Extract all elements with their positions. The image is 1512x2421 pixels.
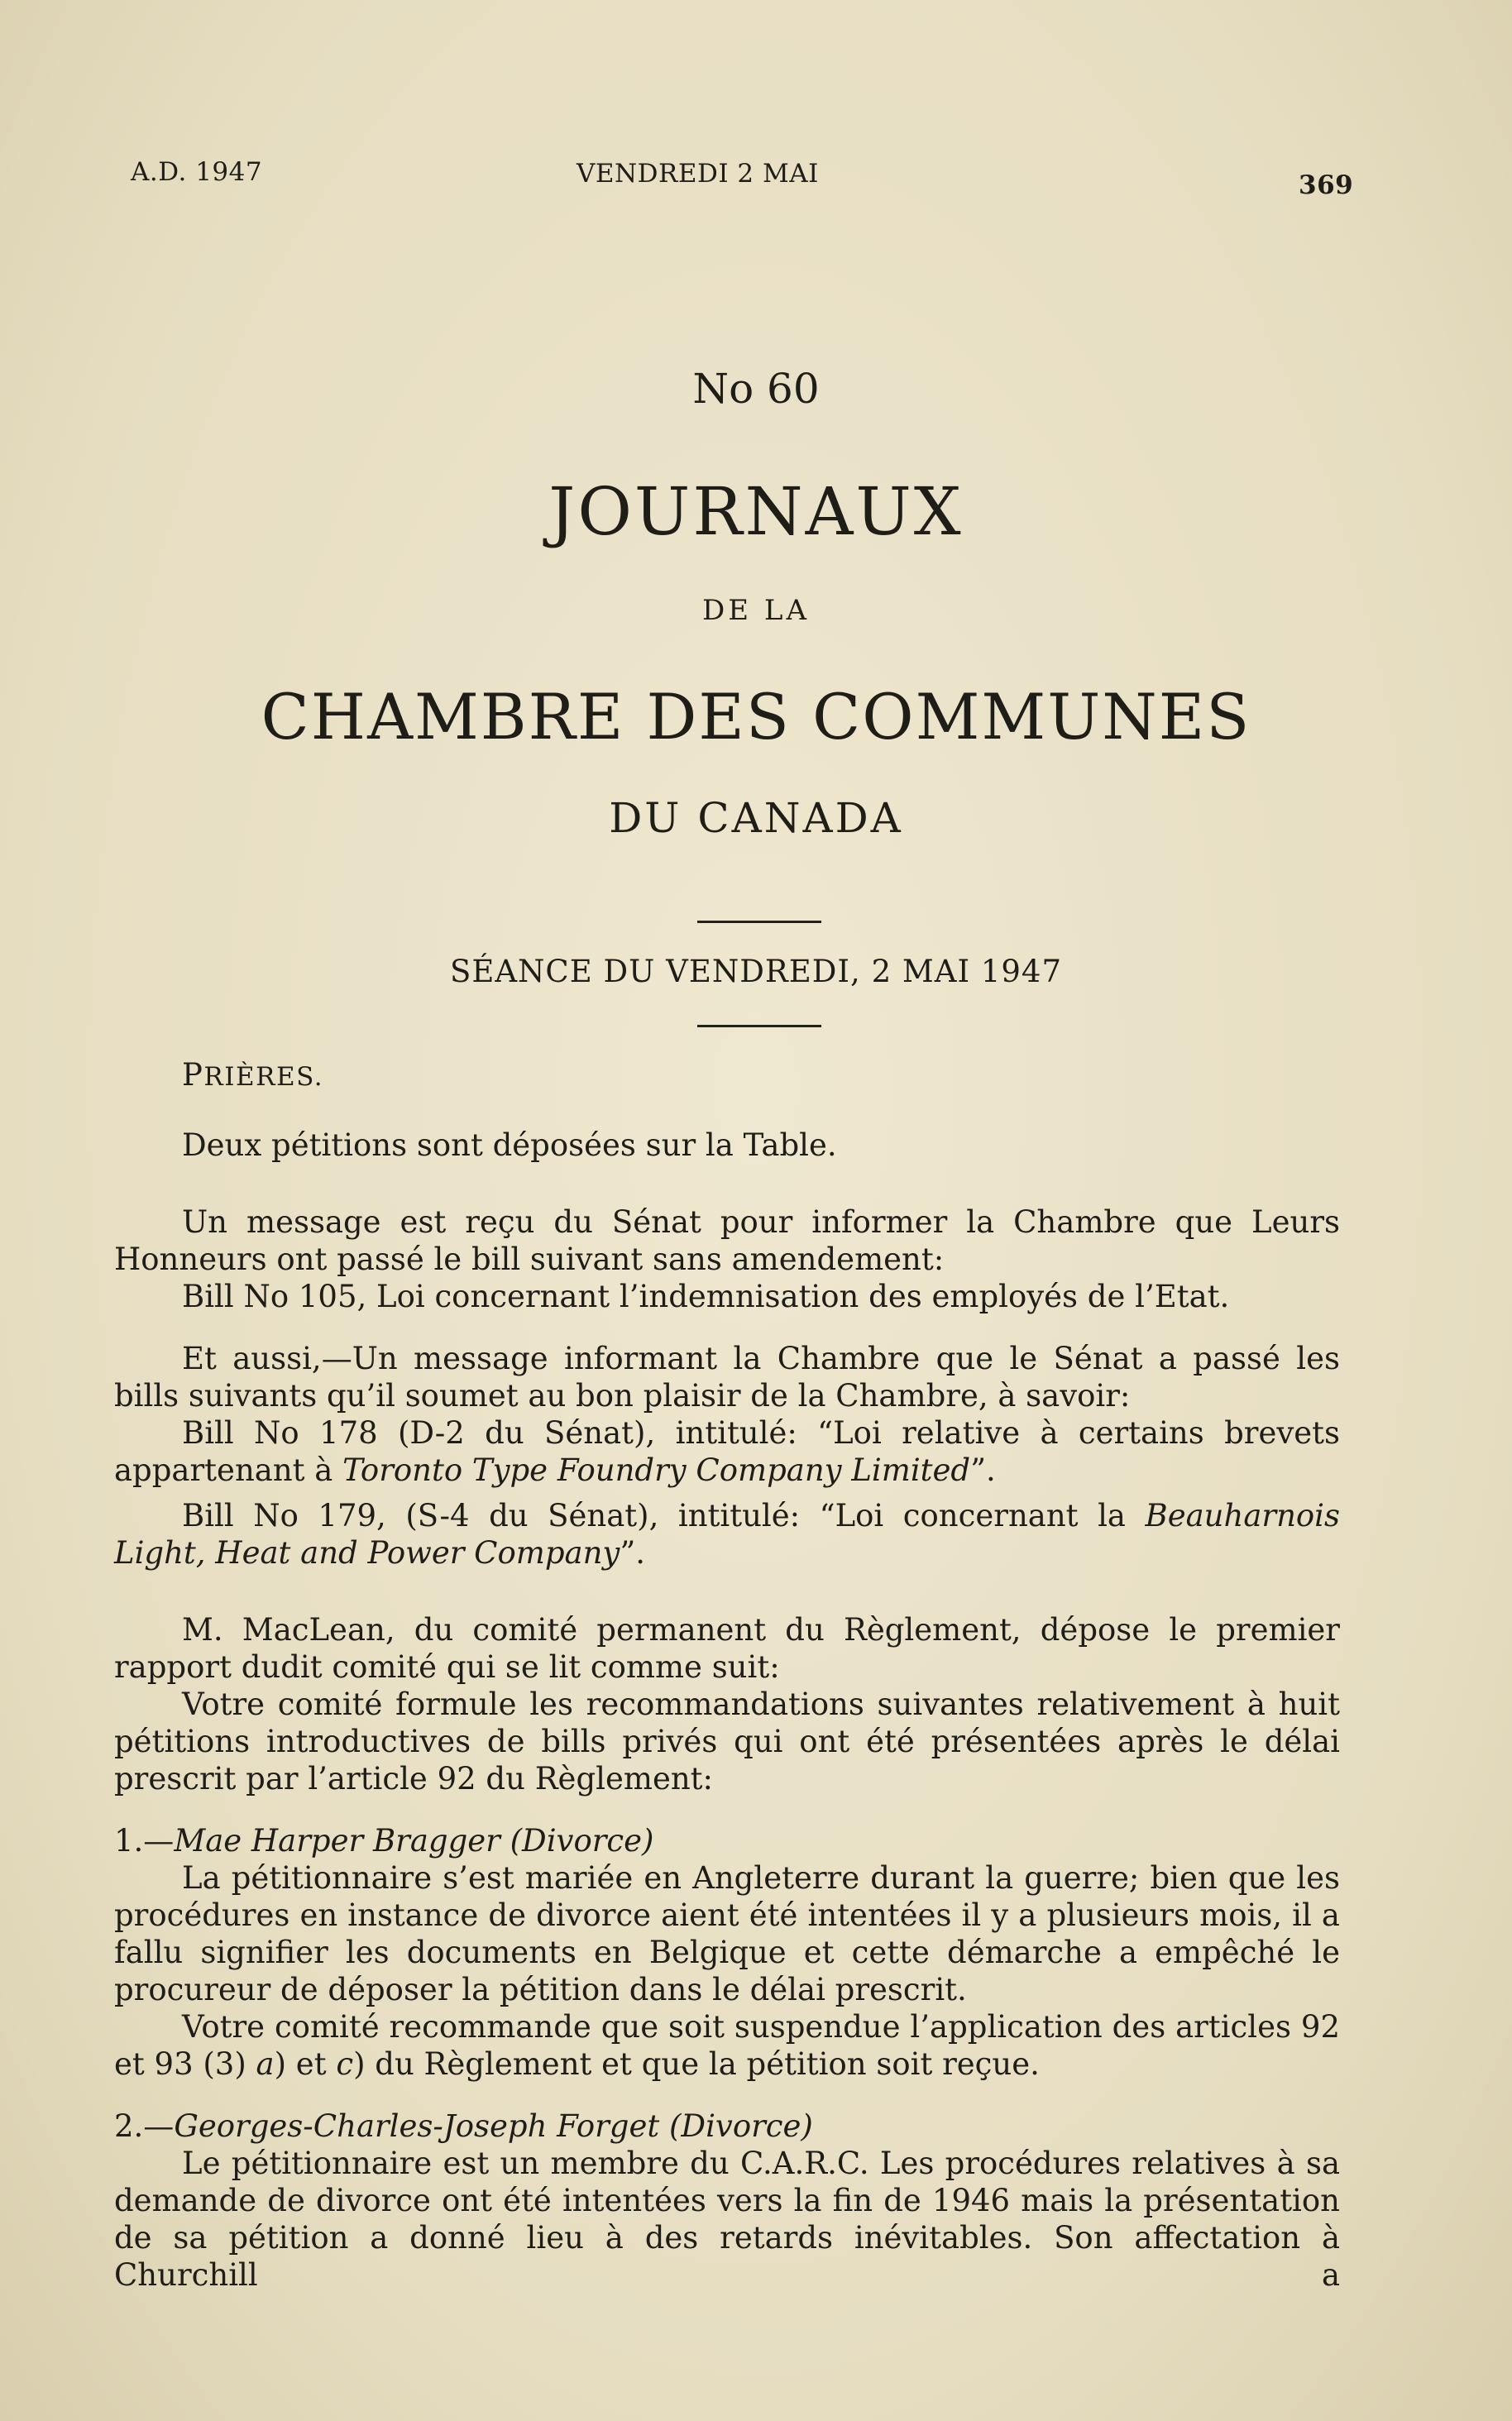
item-1-rec-c: c [336, 2046, 354, 2082]
item-1-heading [114, 1822, 1340, 1859]
item-2-heading [114, 2108, 1340, 2145]
journal-title: JOURNAUX [548, 473, 964, 550]
bill-178 [114, 1414, 1340, 1489]
bill-105: Bill No 105, Loi concernant l’indemnisation des employés de l’Etat. [182, 1279, 1230, 1314]
senate-message-1: Un message est reçu du Sénat pour informer la Chambre que Leurs Honneurs ont passé le bill suivant sans amendement: [114, 1204, 1340, 1277]
bill-178-text: Bill No 178 (D-2 du Sénat), intitulé: “Loi relative à certains brevets appartenant à [114, 1415, 1340, 1488]
prayers-initial: P [182, 1057, 204, 1093]
bill-179-text: Bill No 179, (S-4 du Sénat), intitulé: “Loi concernant la [182, 1498, 1146, 1533]
divider-bottom [697, 1025, 821, 1027]
country-title: DU CANADA [609, 794, 903, 842]
page-number: 369 [1299, 170, 1354, 200]
header-date: VENDREDI 2 MAI [577, 159, 819, 189]
item-1-rec-a: a [256, 2046, 275, 2082]
journal-body [114, 1127, 1340, 2294]
item-2-number: 2.— [114, 2108, 175, 2144]
prayers-heading [182, 1057, 323, 1093]
bill-179 [114, 1497, 1340, 1572]
journal-subtitle-de-la: DE LA [701, 594, 811, 627]
header-year: A.D. 1947 [131, 157, 263, 187]
bill-178-company: Toronto Type Foundry Company Limited [342, 1452, 971, 1488]
petitions-paragraph: Deux pétitions sont déposées sur la Table. [182, 1127, 837, 1163]
item-1-recommendation [114, 2008, 1340, 2083]
maclean-report: M. MacLean, du comité permanent du Règlement, dépose le premier rapport dudit comité qui se lit comme suit: [114, 1612, 1340, 1685]
item-1-number: 1.— [114, 1823, 175, 1859]
chamber-title: CHAMBRE DES COMMUNES [261, 680, 1251, 754]
committee-recommendations: Votre comité formule les recommandations suivantes relativement à huit pétitions introductives de bills privés qui ont été présentées après le délai prescrit par l’article 92 du Règlement: [114, 1687, 1340, 1797]
session-title: SÉANCE DU VENDREDI, 2 MAI 1947 [449, 954, 1063, 989]
item-2-name: Georges-Charles-Joseph Forget (Divorce) [174, 2108, 813, 2144]
divider-top [697, 921, 821, 923]
item-1-rec-part-1: Votre comité recommande que soit suspendue l’application des articles 92 et 93 (3) [114, 2009, 1340, 2082]
item-1-rec-part-2: ) et [274, 2046, 337, 2082]
item-2-text: Le pétitionnaire est un membre du C.A.R.C. Les procédures relatives à sa demande de divorce ont été intentées vers la fin de 1946 mais la présentation de sa pétition a donné lieu à des retards inévitables. Son affectation à Churchill a [114, 2146, 1340, 2293]
bill-178-end: ”. [970, 1452, 996, 1488]
item-1-rec-part-3: ) du Règlement et que la pétition soit reçue. [353, 2046, 1040, 2082]
prayers-rest: RIÈRES. [203, 1062, 324, 1092]
item-1-name: Mae Harper Bragger (Divorce) [174, 1823, 654, 1859]
bill-179-end: ”. [620, 1535, 646, 1571]
item-1-text: La pétitionnaire s’est mariée en Angleterre durant la guerre; bien que les procédures en instance de divorce aient été intentées il y a plusieurs mois, il a fallu signifier les documents en Belgique et cette démarche a empêché le procureur de déposer la pétition dans le délai prescrit. [114, 1860, 1340, 2007]
bill-179-company: Beauharnois Light, Heat and Power Company [114, 1498, 1340, 1571]
issue-number: No 60 [692, 365, 820, 413]
senate-message-2: Et aussi,—Un message informant la Chambre que le Sénat a passé les bills suivants qu’il soumet au bon plaisir de la Chambre, à savoir: [114, 1341, 1340, 1414]
